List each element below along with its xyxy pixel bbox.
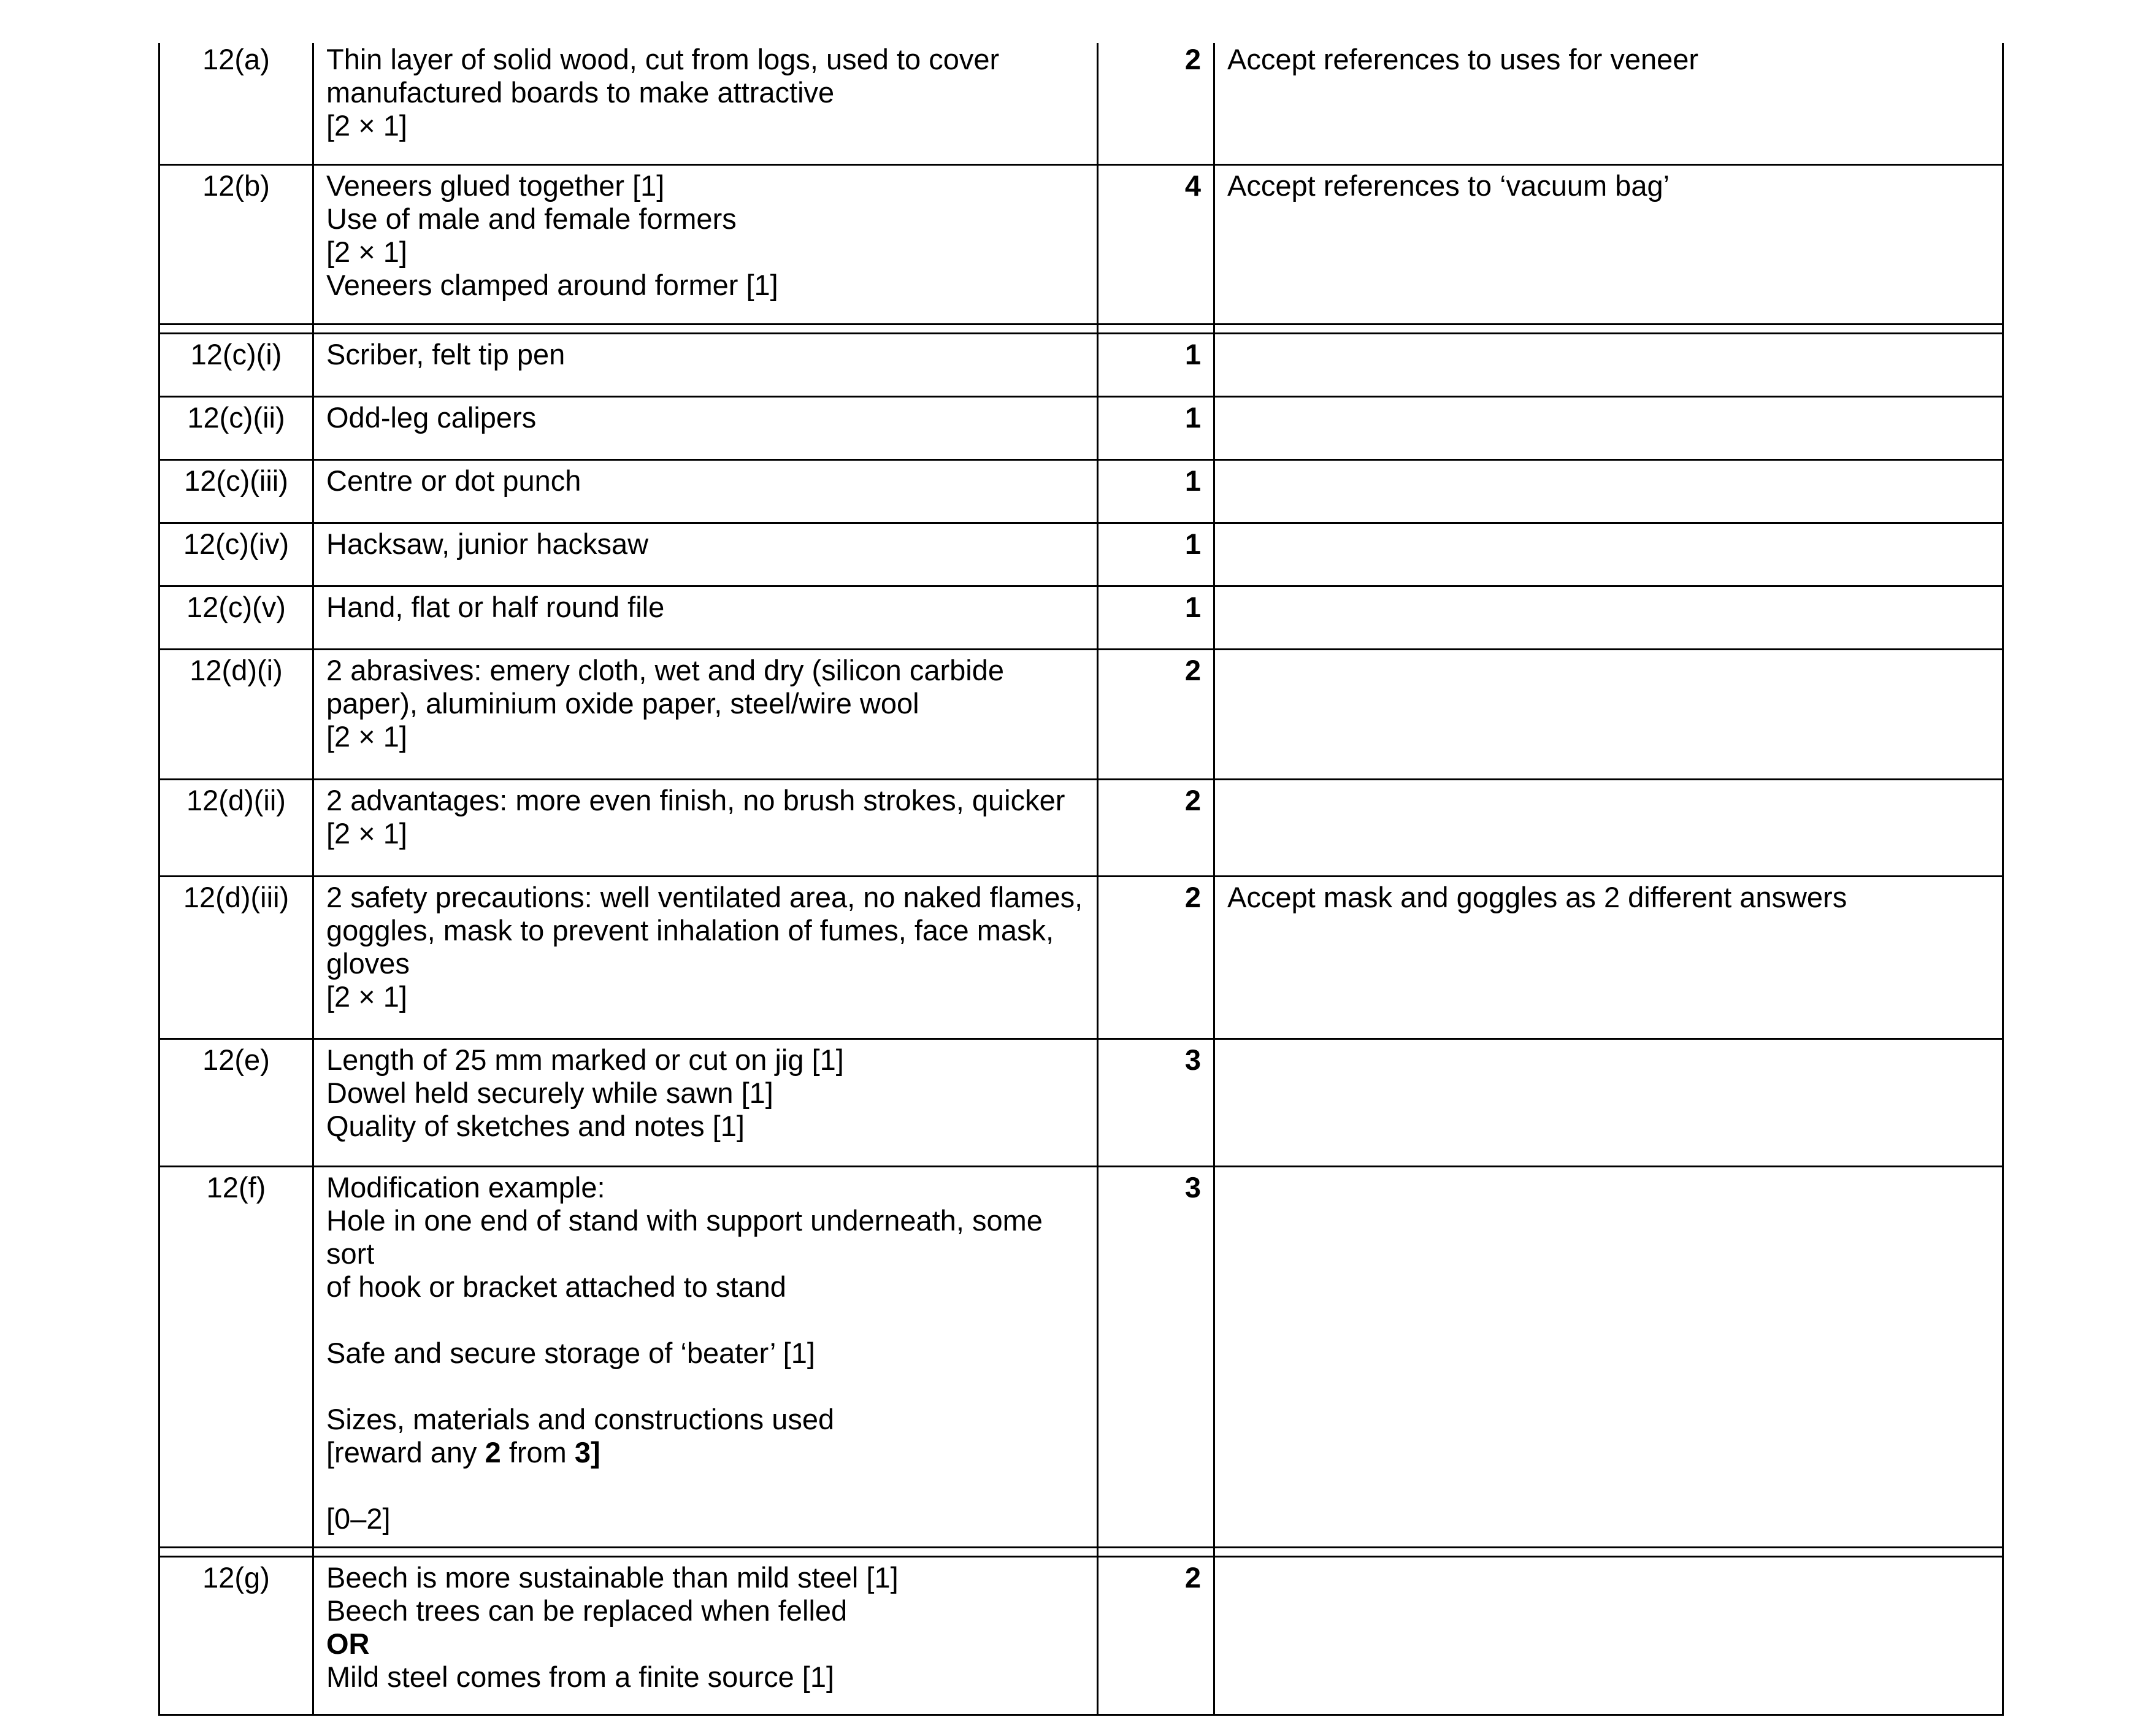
marks-cell: 2	[1098, 779, 1214, 876]
answer-line: [2 × 1]	[326, 235, 407, 268]
answer-line: Sizes, materials and constructions used	[326, 1402, 835, 1435]
question-number: 12(c)(ii)	[159, 396, 313, 459]
line-gap	[326, 1370, 1084, 1403]
reward-total: 3]	[574, 1435, 600, 1469]
guidance-cell	[1214, 649, 2003, 779]
guidance-cell	[1214, 459, 2003, 523]
answer-line: of hook or bracket attached to stand	[326, 1270, 786, 1303]
answer-cell	[313, 164, 1098, 324]
answer-cell	[313, 876, 1098, 1039]
table-row	[159, 333, 2003, 396]
marks-cell: 3	[1098, 1166, 1214, 1547]
guidance-cell	[1214, 1039, 2003, 1166]
answer-line: Modification example:	[326, 1170, 605, 1204]
answer-line: Dowel held securely while sawn [1]	[326, 1076, 773, 1109]
table-row	[159, 1556, 2003, 1715]
answer-line-or: OR	[326, 1627, 370, 1660]
marks-cell: 1	[1098, 459, 1214, 523]
question-number: 12(c)(v)	[159, 586, 313, 649]
answer-cell	[313, 43, 1098, 164]
line-gap	[326, 1469, 1084, 1502]
answer-line: [2 × 1]	[326, 720, 407, 753]
answer-line: goggles, mask to prevent inhalation of fumes, face mask,	[326, 913, 1054, 947]
table-row	[159, 523, 2003, 586]
row-separator	[159, 324, 2003, 333]
marks-cell: 4	[1098, 164, 1214, 324]
answer-line: Length of 25 mm marked or cut on jig [1]	[326, 1043, 844, 1076]
question-number: 12(a)	[159, 43, 313, 164]
line-gap	[326, 1304, 1084, 1337]
answer-line: [2 × 1]	[326, 980, 407, 1013]
table-row	[159, 459, 2003, 523]
answer-cell: Scriber, felt tip pen	[313, 333, 1098, 396]
answer-line: [2 × 1]	[326, 109, 407, 142]
marks-cell: 1	[1098, 586, 1214, 649]
guidance-cell	[1214, 779, 2003, 876]
table-row	[159, 164, 2003, 324]
answer-line: 2 safety precautions: well ventilated area, no naked flames,	[326, 880, 1083, 913]
table-row	[159, 43, 2003, 164]
marks-cell: 2	[1098, 649, 1214, 779]
answer-line: 2 advantages: more even finish, no brush strokes, quicker	[326, 783, 1065, 816]
answer-cell: Odd-leg calipers	[313, 396, 1098, 459]
question-number: 12(c)(i)	[159, 333, 313, 396]
answer-line	[326, 1436, 1084, 1469]
answer-line: [0–2]	[326, 1502, 391, 1535]
answer-cell	[313, 779, 1098, 876]
answer-line: Hole in one end of stand with support underneath, some sort	[326, 1204, 1043, 1270]
reward-count: 2	[485, 1435, 501, 1469]
answer-line: Safe and secure storage of ‘beater’ [1]	[326, 1336, 815, 1369]
guidance-cell	[1214, 523, 2003, 586]
answer-cell	[313, 1166, 1098, 1547]
table-row	[159, 779, 2003, 876]
answer-cell	[313, 1556, 1098, 1715]
answer-line: Quality of sketches and notes [1]	[326, 1109, 745, 1142]
answer-line: paper), aluminium oxide paper, steel/wire wool	[326, 686, 919, 720]
table-row	[159, 586, 2003, 649]
marks-cell: 2	[1098, 876, 1214, 1039]
mark-scheme-table	[158, 43, 2004, 1716]
guidance-cell	[1214, 1556, 2003, 1715]
question-number: 12(b)	[159, 164, 313, 324]
marks-cell: 3	[1098, 1039, 1214, 1166]
table-row	[159, 876, 2003, 1039]
marks-cell: 2	[1098, 43, 1214, 164]
answer-cell	[313, 1039, 1098, 1166]
question-number: 12(e)	[159, 1039, 313, 1166]
question-number: 12(c)(iv)	[159, 523, 313, 586]
answer-line: [2 × 1]	[326, 816, 407, 850]
guidance-cell	[1214, 333, 2003, 396]
question-number: 12(g)	[159, 1556, 313, 1715]
answer-line: Use of male and female formers	[326, 202, 737, 235]
table-row	[159, 1039, 2003, 1166]
guidance-cell: Accept mask and goggles as 2 different answers	[1214, 876, 2003, 1039]
guidance-cell: Accept references to ‘vacuum bag’	[1214, 164, 2003, 324]
answer-line: Veneers clamped around former [1]	[326, 268, 778, 301]
guidance-cell	[1214, 1166, 2003, 1547]
answer-line: Veneers glued together [1]	[326, 169, 665, 202]
marks-cell: 1	[1098, 523, 1214, 586]
answer-line: 2 abrasives: emery cloth, wet and dry (silicon carbide	[326, 653, 1004, 686]
answer-cell: Hand, flat or half round file	[313, 586, 1098, 649]
table-row	[159, 649, 2003, 779]
table-row	[159, 396, 2003, 459]
guidance-cell	[1214, 586, 2003, 649]
answer-line: Thin layer of solid wood, cut from logs, used to cover	[326, 43, 1000, 75]
answer-cell: Hacksaw, junior hacksaw	[313, 523, 1098, 586]
question-number: 12(d)(ii)	[159, 779, 313, 876]
answer-line: Mild steel comes from a finite source [1]	[326, 1660, 835, 1693]
answer-line: Beech is more sustainable than mild steel [1]	[326, 1561, 899, 1594]
answer-line: gloves	[326, 947, 410, 980]
answer-line: manufactured boards to make attractive	[326, 76, 835, 109]
table-row	[159, 1166, 2003, 1547]
question-number: 12(c)(iii)	[159, 459, 313, 523]
question-number: 12(d)(iii)	[159, 876, 313, 1039]
question-number: 12(d)(i)	[159, 649, 313, 779]
guidance-cell: Accept references to uses for veneer	[1214, 43, 2003, 164]
answer-line: Beech trees can be replaced when felled	[326, 1594, 848, 1627]
question-number: 12(f)	[159, 1166, 313, 1547]
guidance-cell	[1214, 396, 2003, 459]
answer-cell	[313, 649, 1098, 779]
marks-cell: 1	[1098, 396, 1214, 459]
answer-cell: Centre or dot punch	[313, 459, 1098, 523]
marks-cell: 2	[1098, 1556, 1214, 1715]
marks-cell: 1	[1098, 333, 1214, 396]
row-separator	[159, 1547, 2003, 1556]
reward-text: from	[500, 1435, 575, 1469]
reward-text: [reward any	[326, 1435, 485, 1469]
